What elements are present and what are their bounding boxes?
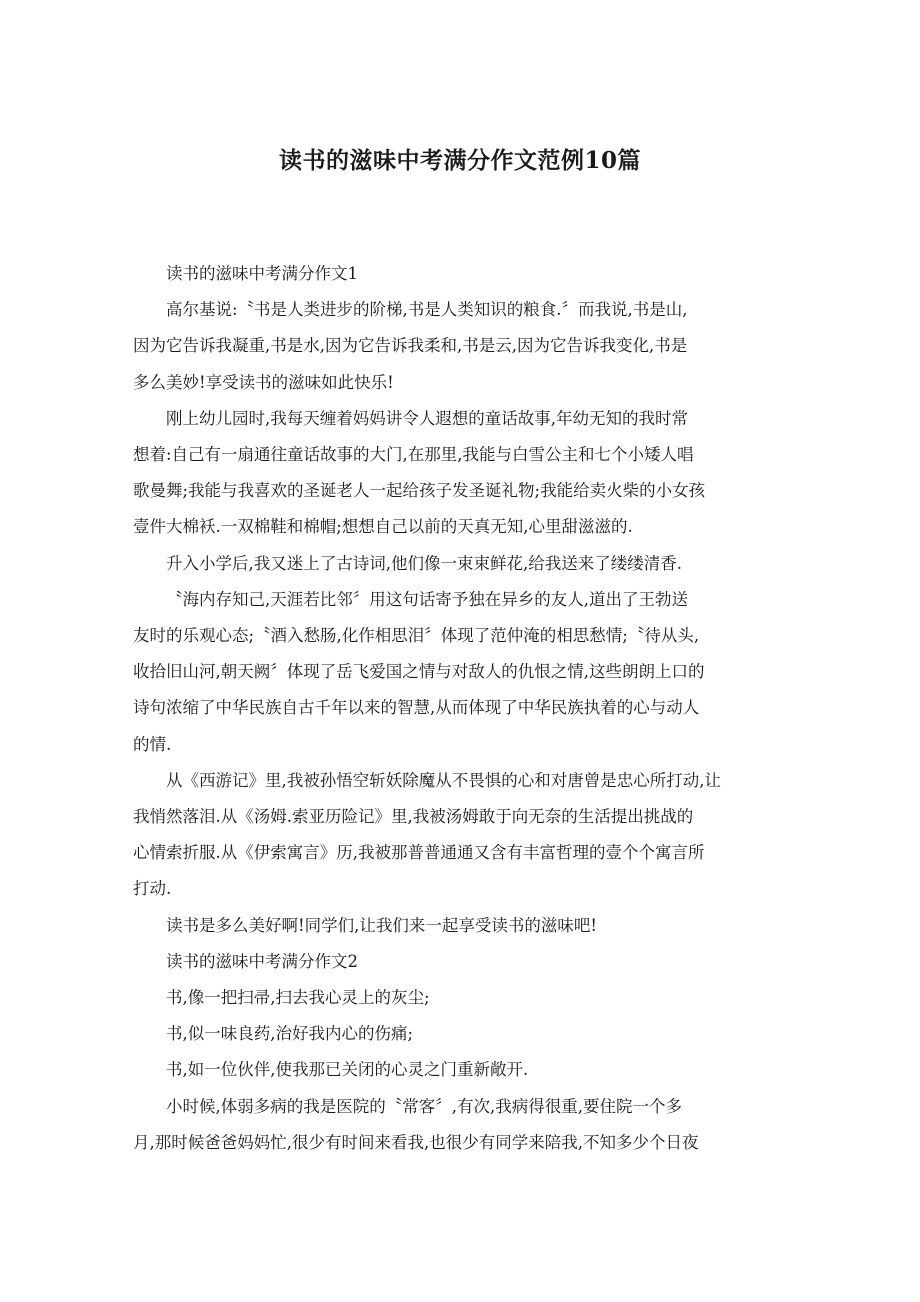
paragraph: 高尔基说:〝书是人类进步的阶梯,书是人类知识的粮食.〞而我说,书是山, 因为它告诉我凝重,书是水,因为它告诉我柔和,书是云,因为它告诉我变化,书是 多么美妙!享受读书的滋味如此快乐! [133, 300, 688, 392]
paragraph-heading-essay-2: 读书的滋味中考满分作文2 [166, 951, 358, 971]
paragraph: 读书是多么美好啊!同学们,让我们来一起享受读书的滋味吧! [166, 915, 598, 935]
paragraph: 书,像一把扫帚,扫去我心灵上的灰尘; [166, 988, 430, 1008]
document-title: 读书的滋味中考满分作文范例10篇 [278, 147, 641, 174]
paragraph: 〝海内存知己,天涯若比邻〞用这句话寄予独在异乡的友人,道出了王勃送 友时的乐观心态;〝酒入愁肠,化作相思泪〞体现了范仲淹的相思愁情;〝待从头, 收拾旧山河,朝天阙〞体现了岳飞爱国之情与对敌人的仇恨之情,这些朗朗上口的 诗句浓缩了中华民族自古千年以来的智慧,从而体现了中华民族执着的心与动人 的情. [133, 589, 705, 754]
paragraph: 刚上幼儿园时,我每天缠着妈妈讲令人遐想的童话故事,年幼无知的我时常 想着:自己有一扇通往童话故事的大门,在那里,我能与白雪公主和七个小矮人唱 歌曼舞;我能与我喜欢的圣诞老人一起给孩子发圣诞礼物;我能给卖火柴的小女孩 壹件大棉袄.一双棉鞋和棉帽;想想自己以前的天真无知,心里甜滋滋的. [133, 408, 706, 537]
paragraph: 书,似一味良药,治好我内心的伤痛; [166, 1024, 414, 1044]
paragraph: 从《西游记》里,我被孙悟空斩妖除魔从不畏惧的心和对唐曾是忠心所打动,让 我悄然落泪.从《汤姆.索亚历险记》里,我被汤姆敢于向无奈的生活提出挑战的 心情索折服.从《伊索寓言》历,我被那普普通通又含有丰富哲理的壹个个寓言所 打动. [133, 770, 721, 899]
paragraph: 升入小学后,我又迷上了古诗词,他们像一束束鲜花,给我送来了缕缕清香. [166, 553, 682, 573]
paragraph-heading-essay-1: 读书的滋味中考满分作文1 [166, 264, 358, 283]
paragraph: 书,如一位伙伴,使我那已关闭的心灵之门重新敞开. [166, 1060, 529, 1080]
document-body [133, 256, 793, 1161]
paragraph: 小时候,体弱多病的我是医院的〝常客〞,有次,我病得很重,要住院一个多 月,那时候爸爸妈妈忙,很少有时间来看我,也很少有同学来陪我,不知多少个日夜 [133, 1096, 699, 1152]
